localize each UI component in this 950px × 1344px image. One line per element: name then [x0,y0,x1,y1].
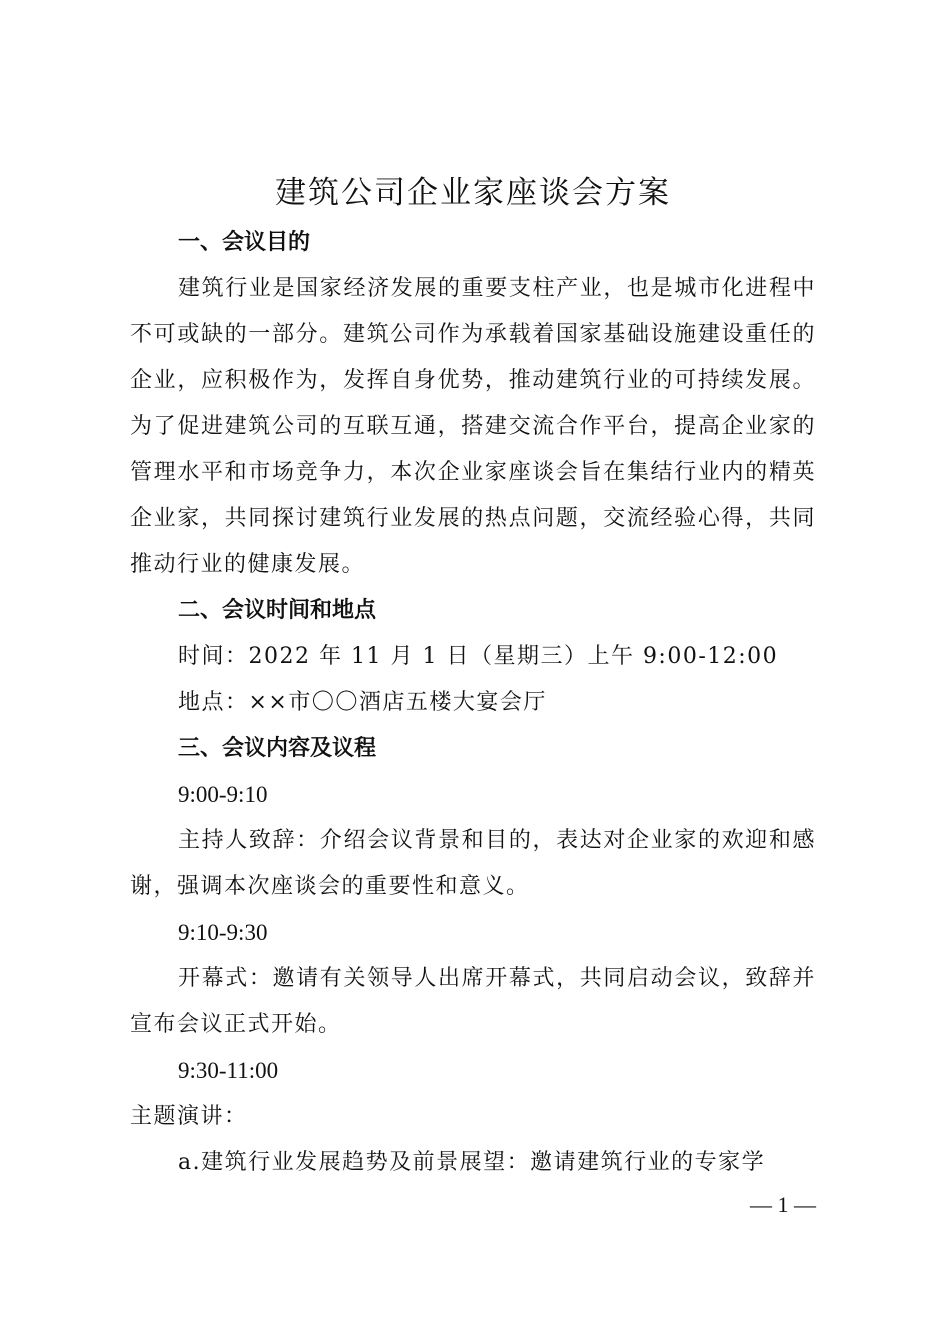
section-heading-agenda: 三、会议内容及议程 [178,736,377,761]
time-line: 时间：2022 年 11 月 1 日（星期三）上午 9:00-12:00 [178,644,779,669]
agenda-item-a: a.建筑行业发展趋势及前景展望：邀请建筑行业的专家学 [178,1150,766,1175]
agenda-text-3: 主题演讲： [130,1104,248,1129]
page-number: — 1 — [750,1192,816,1217]
document-title: 建筑公司企业家座谈会方案 [275,175,671,211]
agenda-time-3: 9:30-11:00 [178,1058,279,1083]
agenda-text-2: 开幕式：邀请有关领导人出席开幕式，共同启动会议，致辞并宣布会议正式开始。 [130,966,816,1037]
document-body [130,220,816,1186]
section-heading-time-place: 二、会议时间和地点 [178,598,377,623]
agenda-time-2: 9:10-9:30 [178,920,268,945]
purpose-paragraph: 建筑行业是国家经济发展的重要支柱产业，也是城市化进程中不可或缺的一部分。建筑公司作为承载着国家基础设施建设重任的企业，应积极作为，发挥自身优势，推动建筑行业的可持续发展。为了促进建筑公司的互联互通，搭建交流合作平台，提高企业家的管理水平和市场竞争力，本次企业家座谈会旨在集结行业内的精英企业家，共同探讨建筑行业发展的热点问题，交流经验心得，共同推动行业的健康发展。 [130,276,816,577]
section-heading-purpose: 一、会议目的 [178,230,311,255]
agenda-text-1: 主持人致辞：介绍会议背景和目的，表达对企业家的欢迎和感谢，强调本次座谈会的重要性和意义。 [130,828,816,899]
agenda-time-1: 9:00-9:10 [178,782,268,807]
place-line: 地点：××市〇〇酒店五楼大宴会厅 [178,690,547,715]
